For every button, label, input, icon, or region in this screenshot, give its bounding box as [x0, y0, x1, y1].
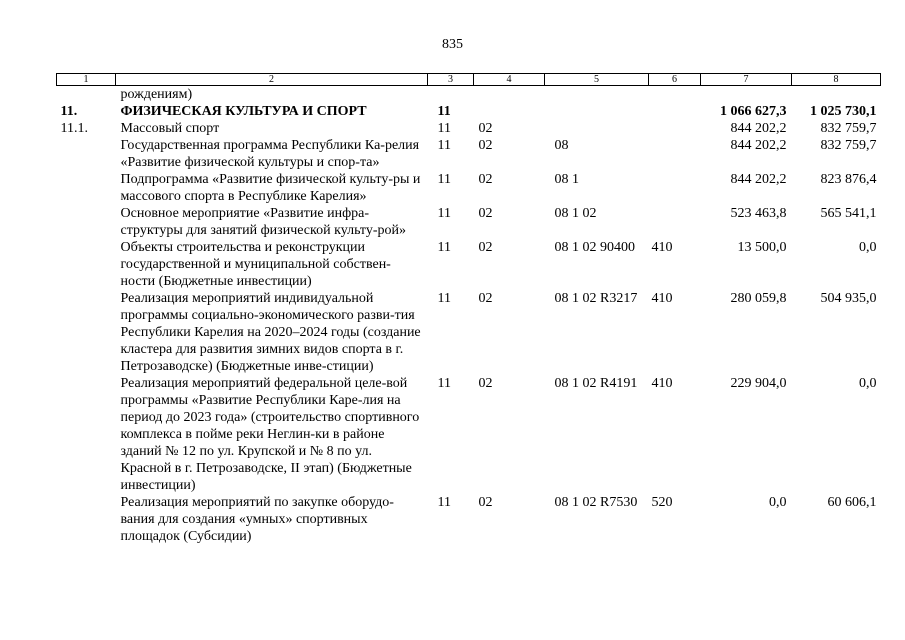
row-amount-2: 504 935,0: [820, 291, 877, 306]
row-subsection: [474, 86, 545, 104]
row-expense-type: [649, 171, 701, 205]
row-target-article: 08 1 02 90400: [554, 240, 635, 255]
row-target-article: 08 1 02 R4191: [554, 376, 638, 391]
row-name: Основное мероприятие «Развитие инфра-структуры для занятий физической культу-рой»: [120, 206, 407, 238]
row-amount-1: 844 202,2: [730, 172, 787, 187]
table-row: [57, 375, 881, 494]
table-row: [57, 290, 881, 375]
row-number: [57, 494, 116, 545]
table-body: [57, 86, 881, 546]
row-subsection: 02: [478, 291, 493, 306]
row-expense-type: 410: [651, 240, 673, 255]
row-number: [57, 290, 116, 375]
row-expense-type: [649, 205, 701, 239]
row-name: рождениям): [120, 87, 193, 102]
row-number: [57, 239, 116, 290]
row-expense-type: 410: [651, 291, 673, 306]
row-number: [57, 171, 116, 205]
row-section: 11: [437, 376, 451, 391]
row-expense-type: 520: [651, 495, 673, 510]
row-amount-1: 13 500,0: [737, 240, 787, 255]
row-number: [57, 86, 116, 104]
row-amount-2: 832 759,7: [820, 138, 877, 153]
row-name: Подпрограмма «Развитие физической культу-ры и массового спорта в Республике Карелия»: [120, 172, 421, 204]
row-amount-1: 523 463,8: [730, 206, 787, 221]
row-subsection: [474, 103, 545, 120]
row-target-article: 08 1: [554, 172, 579, 187]
header-col-1: 1: [57, 74, 116, 86]
row-name: ФИЗИЧЕСКАЯ КУЛЬТУРА И СПОРТ: [120, 104, 367, 119]
row-target-article: 08: [554, 138, 569, 153]
row-section: 11: [437, 495, 451, 510]
row-amount-1: 844 202,2: [730, 138, 787, 153]
row-section: 11: [437, 240, 451, 255]
row-amount-1: 1 066 627,3: [720, 104, 787, 119]
row-name: Государственная программа Республики Ка-релия «Развитие физической культуры и спор-та»: [120, 138, 420, 170]
row-section: [428, 86, 474, 104]
row-amount-1: 0,0: [769, 495, 787, 510]
budget-table: [56, 73, 881, 545]
row-subsection: 02: [478, 240, 493, 255]
row-amount-1: [701, 86, 792, 104]
row-target-article: [545, 103, 649, 120]
row-subsection: 02: [478, 172, 493, 187]
row-number: [57, 137, 116, 171]
row-section: 11: [437, 138, 451, 153]
row-number: 11.: [60, 104, 78, 119]
row-expense-type: [649, 120, 701, 137]
row-name: Реализация мероприятий федеральной целе-вой программы «Развитие Республики Каре-лия на период до 2023 года» (строительство спортивного комплекса в пойме реки Неглин-ки в районе зданий № 12 по ул. Крупской и № 8 по ул. Красной в г. Петрозаводске, II этап) (Бюджетные инвестиции): [120, 376, 420, 493]
row-section: 11: [437, 291, 451, 306]
row-amount-2: 60 606,1: [827, 495, 877, 510]
header-row: [57, 74, 881, 86]
row-amount-1: 844 202,2: [730, 121, 787, 136]
header-col-3: 3: [428, 74, 474, 86]
row-amount-2: [792, 86, 881, 104]
row-section: 11: [437, 121, 451, 136]
header-col-5: 5: [545, 74, 649, 86]
page-number: 835: [442, 37, 463, 52]
table-row: [57, 103, 881, 120]
row-amount-2: 565 541,1: [820, 206, 877, 221]
row-subsection: 02: [478, 206, 493, 221]
row-name: Объекты строительства и реконструкции государственной и муниципальной собствен-ности (Бюджетные инвестиции): [120, 240, 391, 289]
row-expense-type: [649, 86, 701, 104]
row-target-article: 08 1 02 R3217: [554, 291, 638, 306]
row-name: Реализация мероприятий индивидуальной программы социально-экономического разви-тия Республики Карелия на 2020–2024 годы (создание кластера для развития зимних видов спорта в г. Петрозаводске) (Бюджетные инве-стиции): [120, 291, 421, 374]
row-target-article: 08 1 02 R7530: [554, 495, 638, 510]
row-amount-1: 229 904,0: [730, 376, 787, 391]
table-header: [57, 74, 881, 86]
row-section: 11: [437, 206, 451, 221]
row-expense-type: 410: [651, 376, 673, 391]
header-col-4: 4: [474, 74, 545, 86]
row-section: 11: [437, 104, 451, 119]
table-row: [57, 494, 881, 545]
row-amount-1: 280 059,8: [730, 291, 787, 306]
table-row: [57, 86, 881, 104]
row-subsection: 02: [478, 138, 493, 153]
row-name: Реализация мероприятий по закупке оборудо-вания для создания «умных» спортивных площадок (Субсидии): [120, 495, 394, 544]
header-col-7: 7: [701, 74, 792, 86]
table-row: [57, 205, 881, 239]
row-expense-type: [649, 137, 701, 171]
table-row: [57, 137, 881, 171]
row-subsection: 02: [478, 121, 493, 136]
row-section: 11: [437, 172, 451, 187]
row-amount-2: 0,0: [859, 240, 877, 255]
row-number: [57, 375, 116, 494]
table-row: [57, 120, 881, 137]
header-col-8: 8: [792, 74, 881, 86]
row-amount-2: 823 876,4: [820, 172, 877, 187]
row-target-article: [545, 120, 649, 137]
header-col-6: 6: [649, 74, 701, 86]
row-number: [57, 205, 116, 239]
row-number: 11.1.: [60, 121, 88, 136]
row-target-article: [545, 86, 649, 104]
row-name: Массовый спорт: [120, 121, 220, 136]
row-amount-2: 0,0: [859, 376, 877, 391]
row-target-article: 08 1 02: [554, 206, 597, 221]
table-row: [57, 171, 881, 205]
table-row: [57, 239, 881, 290]
row-expense-type: [649, 103, 701, 120]
row-amount-2: 832 759,7: [820, 121, 877, 136]
row-amount-2: 1 025 730,1: [810, 104, 877, 119]
row-subsection: 02: [478, 495, 493, 510]
header-col-2: 2: [116, 74, 428, 86]
row-subsection: 02: [478, 376, 493, 391]
